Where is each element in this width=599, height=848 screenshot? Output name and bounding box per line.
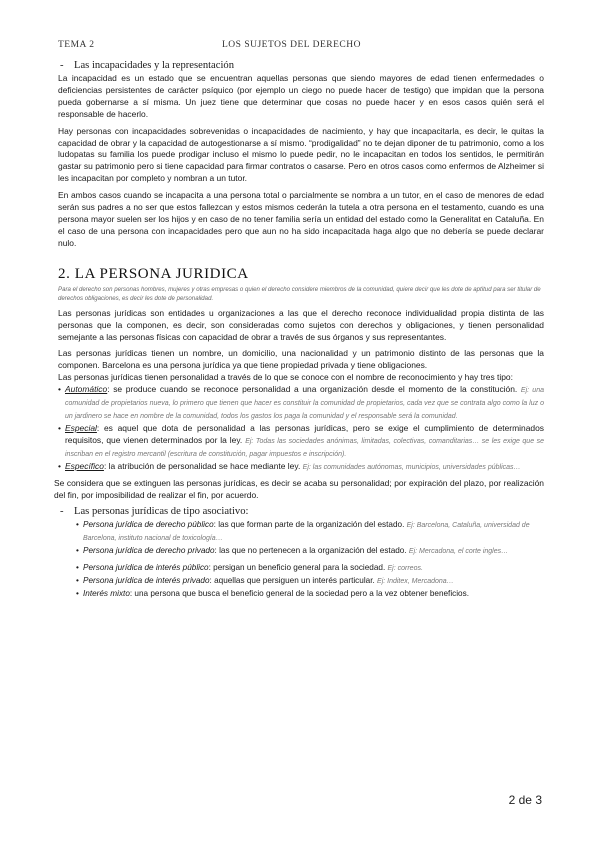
paragraph: Las personas jurídicas tienen personalidad a través de lo que se conoce con el nombre de reconocimiento y hay tres tipo: [58, 372, 513, 383]
paragraph: En ambos casos cuando se incapacita a una persona total o parcialmente se nombra a un tutor, en el caso de menores de edad serán sus padres a no ser que estos fallezcan y estos mismos cederán la tutela a otra persona en el testamento, cuando es una persona mayor suelen ser los hijos y en caso de no tener familia sería un entidad del estado como la Generalitat en Cataluña. En el caso de una persona con incapacidades pero que aun no ha sido incapacitada haga algo que no debería se puede declarar nulo. [58, 190, 544, 248]
item-text: : una persona que busca el beneficio general de la sociedad pero a la vez obtener beneficios. [129, 588, 469, 598]
recognition-types-list [58, 384, 544, 473]
item-text: : persigan un beneficio general para la sociedad. [208, 563, 388, 572]
header-center: LOS SUJETOS DEL DERECHO [222, 40, 361, 50]
section-heading: 2. LA PERSONA JURIDICA [58, 265, 249, 282]
item-text: : aquellas que persiguen un interés particular. [209, 575, 378, 585]
example-text: Ej: una comunidad de propietarios nueva, lo primero que tienen que hacer es constituir la comunidad de propietarios, cada vez que se contrata algo como la luz o un jardinero se hace en nombre de la comunidad, todos los gastos los paga la comunidad y el responsable será la comunidad. [65, 387, 544, 420]
list-item [76, 562, 544, 575]
paragraph: Se considera que se extinguen las personas jurídicas, es decir se acaba su personalidad; por expiración del plazo, por realización del fin, por imposibilidad de realizar el fin, por acuerdo. [54, 478, 544, 501]
list-item [76, 588, 544, 601]
list-item [76, 575, 544, 588]
paragraph: Las personas jurídicas son entidades u organizaciones a las que el derecho reconoce individualidad propia distinta de las personas que la componen, es decir, son consideradas como sujetos con derechos y obligaciones, y tienen personalidad semejante a las personas físicas con capacidad de obrar a través de sus órganos y sus representantes. [58, 307, 544, 342]
paragraph: Hay personas con incapacidades sobrevenidas o incapacidades de nacimiento, y hay que incapacitarla, es decir, le quitas la capacidad de obrar y la capacidad de autogestionarse a sí mismo. “prodigalidad” no te dejan diponer de tu patrimonio, como a los ludopatas su familia los puede prodigar incluso el mismo lo puede pedir, no le incapacitan en todos los sentidos, le permitirán gastar su patrimonio pero si tiene capacidad para firmar contratos o casarse. Pero en otros casos como enfermos de Alzheimer si les incapacitan por completo y nombran a un tutor. [58, 125, 544, 184]
heading-asociativo [60, 505, 544, 519]
term: Persona jurídica de interés privado [83, 575, 210, 585]
document-body [54, 57, 544, 601]
page-number: 2 de 3 [508, 793, 542, 807]
example-text: Ej: las comunidades autónomas, municipios, universidades públicas… [302, 463, 521, 471]
term: Automático [65, 384, 108, 395]
example-text: Ej: correos. [387, 565, 423, 572]
item-text: : es aquel que dota de personalidad a las personas jurídicas, pero se exige el cumplimiento de determinados requisitos, que vienen determinados por la ley. [65, 422, 544, 445]
heading-dash: - [60, 60, 64, 71]
example-text: Ej: Barcelona, Cataluña, universidad de Barcelona, instituto nacional de toxicología… [83, 522, 530, 543]
term: Específico [65, 460, 104, 471]
asociativo-list [76, 519, 544, 600]
heading-asociativo-title: Las personas jurídicas de tipo asociativo: [74, 506, 249, 518]
item-text: : se produce cuando se reconoce personalidad a una organización desde el momento de la constitución. [107, 384, 521, 395]
list-item [58, 423, 544, 461]
item-text: : las que no pertenecen a la organización del estado. [214, 546, 409, 556]
page-header [58, 40, 559, 54]
list-item [76, 545, 544, 558]
term: Persona jurídica de interés público [83, 563, 209, 572]
list-item [76, 519, 544, 545]
paragraph: La incapacidad es un estado que se encuentran aquellas personas que siendo mayores de edad tienen enfermedades o deficiencias persistentes de carácter psíquico (por ejemplo un ciego no puede hacer de testigo) que impidan que la persona pueda gobernarse a sí misma. Un juez tiene que determinar que cosas no puede hacer y en esos casos quién será el responsable de hacerlo. [58, 73, 544, 119]
heading-incapacidades [60, 59, 544, 73]
paragraph: Las personas jurídicas tienen un nombre, un domicilio, una nacionalidad y un patrimonio distinto de las personas que la componen. Barcelona es una persona jurídica ya que tiene propiedad privada y tiene obligaciones. [58, 348, 544, 371]
heading-dash: - [60, 506, 64, 518]
term: Persona jurídica de derecho público [83, 520, 214, 530]
example-text: Ej: Todas las sociedades anónimas, limitadas, colectivas, comanditarias… se les exige que se inscriban en el registro mercantil (escritura de constitución, pagar impuestos e inscripción). [65, 437, 544, 458]
list-item [58, 384, 544, 423]
term: Especial [65, 422, 97, 433]
example-text: Ej: Inditex, Mercadona… [377, 577, 454, 585]
heading-incapacidades-title: Las incapacidades y la representación [74, 60, 235, 71]
term: Interés mixto [83, 588, 130, 598]
term: Persona jurídica de derecho privado [83, 546, 215, 556]
header-left: TEMA 2 [58, 40, 95, 50]
example-text: Ej: Mercadona, el corte ingles… [408, 548, 509, 556]
item-text: : las que forman parte de la organización del estado. [213, 520, 407, 530]
item-text: : la atribución de personalidad se hace mediante ley. [103, 460, 303, 471]
list-item [58, 461, 544, 474]
section-note: Para el derecho son personas hombres, mujeres y otras empresas o quien el derecho considere miembros de la comunidad, quiere decir que les dote de aptitud para ser titular de derechos obligaciones, es decir les dote de personalidad. [58, 285, 541, 302]
